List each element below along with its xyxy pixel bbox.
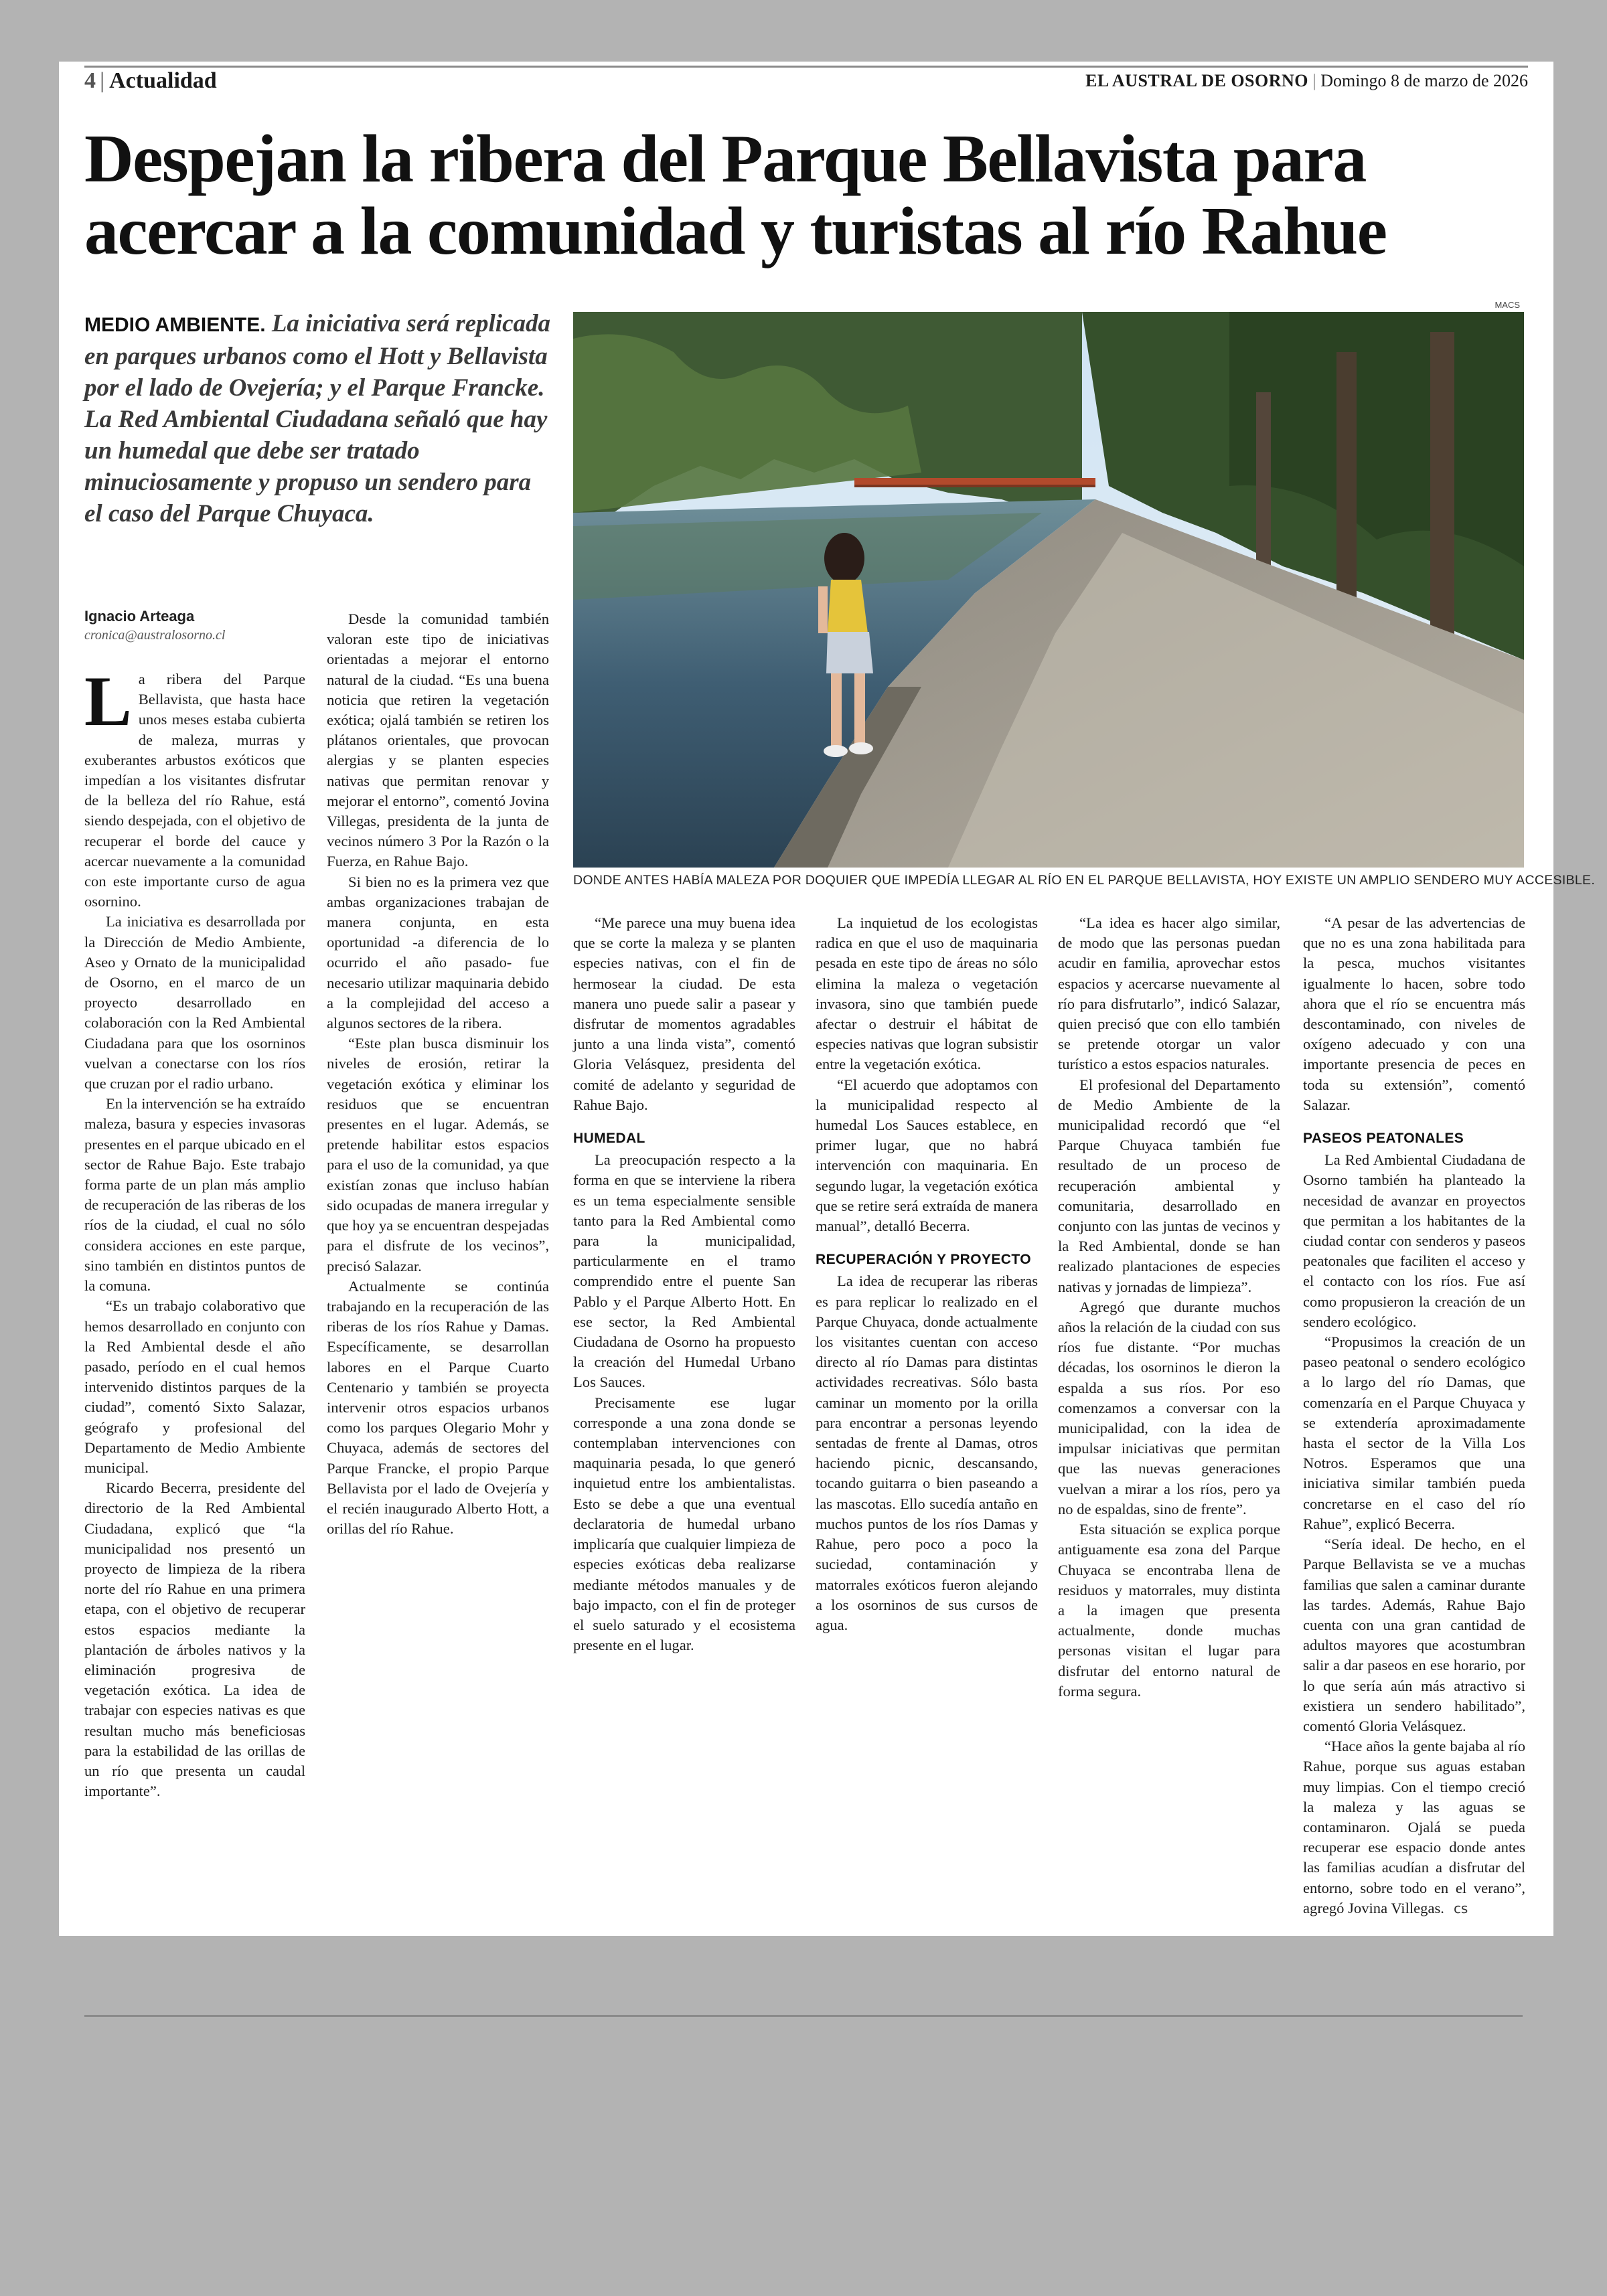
issue-date: Domingo 8 de marzo de 2026 <box>1320 71 1528 90</box>
paragraph: Desde la comunidad también valoran este tipo de iniciativas orientadas a mejorar el entorno natural de la ciudad. “Es una buena noticia que retiren la vegetación exótica; ojalá también se retiren los plátanos orientales, que provocan alergias y se planten especies nativas que permitan renovar y mejorar el entorno”, comentó Jovina Villegas, presidenta de la junta de vecinos número 3 Por la Razón o la Fuerza, en Rahue Bajo. <box>327 610 549 870</box>
river-bank-photo <box>573 312 1524 868</box>
subhead-humedal: HUMEDAL <box>573 1131 645 1147</box>
paragraph: En la intervención se ha extraído maleza, basura y especies invasoras presentes en el parque ubicado en el sector de Rahue Bajo. Este trabajo forma parte de un plan más amplio de recuperación de las riberas de los ríos de la ciudad, el cual no sólo considera acciones en este parque, sino también en distintos puntos de la comuna. <box>84 1095 305 1295</box>
paragraph: La Red Ambiental Ciudadana de Osorno también ha planteado la necesidad de avanzar en proyectos que permitan a los habitantes de la ciudad contar con senderos y paseos peatonales que faciliten el acceso y el contacto con los ríos. Fue así como propusieron la creación de un sendero ecológico. <box>1303 1151 1525 1330</box>
byline <box>84 608 305 643</box>
paper-name: EL AUSTRAL DE OSORNO <box>1085 71 1309 90</box>
section-name: Actualidad <box>109 68 217 93</box>
paragraph-text: a ribera del Parque Bellavista, que hasta hace unos meses estaba cubierta de maleza, murras y exuberantes arbustos exóticos que impedían a los visitantes disfrutar de la belleza del río Rahue, está siendo despejada, con el objetivo de recuperar el borde del cauce y acercar nuevamente a la comunidad con este importante curso de agua osornino. <box>84 671 305 910</box>
paragraph: “Sería ideal. De hecho, en el Parque Bellavista se ve a muchas familias que salen a caminar durante las tardes. Además, Rahue Bajo cuenta con una gran cantidad de adultos mayores que acostumbran salir a dar paseos en ese horario, por lo que sería aún más atractivo si existiera un sendero habilitado”, comentó Gloria Velásquez. <box>1303 1536 1525 1734</box>
paragraph: Agregó que durante muchos años la relación de la ciudad con sus ríos fue distante. “Por muchas décadas, los osorninos le dieron la espalda a sus ríos. Por eso comenzamos a conversar con la municipalidad, con la idea de impulsar iniciativas que permitan que las nuevas generaciones vuelvan a mirar a los ríos, pero ya no de espaldas, sino de frente”. <box>1058 1298 1280 1518</box>
paper-date: EL AUSTRAL DE OSORNO | Domingo 8 de marzo de 2026 <box>1085 71 1528 90</box>
header-rule <box>84 66 1528 68</box>
paragraph <box>1303 1736 1525 1918</box>
paragraph: Precisamente ese lugar corresponde a una zona donde se contemplaban intervenciones con maquinaria pesada, lo que generó inquietud entre los ambientalistas. Esto se debe a que una eventual declaratoria de humedal urbano implicaría que cualquier limpieza de especies exóticas deba realizarse mediante métodos manuales y de bajo impacto, con el fin de proteger el suelo saturado y el ecosistema presente en el lugar. <box>573 1394 795 1654</box>
photo-caption: DONDE ANTES HABÍA MALEZA POR DOQUIER QUE IMPEDÍA LLEGAR AL RÍO EN EL PARQUE BELLAVISTA, HOY EXISTE UN AMPLIO SENDERO MUY ACCESIBLE. <box>573 873 1596 888</box>
headline: Despejan la ribera del Parque Bellavista para acercar a la comunidad y turistas al río Rahue <box>84 121 1387 269</box>
text-column-6 <box>1303 913 1525 1918</box>
paragraph: La preocupación respecto a la forma en que se interviene la ribera es un tema especialmente sensible tanto para la Red Ambiental como para la municipalidad, particularmente en el tramo comprendido entre el puente San Pablo y el Parque Alberto Hott. En ese sector, la Red Ambiental Ciudadana de Osorno ha propuesto la creación del Humedal Urbano Los Sauces. <box>573 1151 795 1391</box>
paragraph: Si bien no es la primera vez que ambas organizaciones trabajan de manera conjunta, en esta oportunidad -a diferencia de lo ocurrido el año pasado- fue necesario utilizar maquinaria debido a la complejidad del acceso a algunos sectores de la ribera. <box>327 873 549 1032</box>
paragraph <box>84 662 305 912</box>
author-name: Ignacio Arteaga <box>84 608 195 625</box>
lead-kicker: MEDIO AMBIENTE. <box>84 314 266 336</box>
paragraph: La idea de recuperar las riberas es para replicar lo realizado en el Parque Chuyaca, donde actualmente los visitantes cuentan con acceso directo al río Damas para distintas actividades recreativas. Sólo basta caminar un momento por la orilla para encontrar a personas leyendo sentadas de frente al Damas, otros haciendo picnic, descansando, tocando guitarra o bien paseando a las mascotas. Ello sucedía antaño en muchos puntos de los ríos Damas y Rahue, pero poco a poco la suciedad, contaminación y matorrales exóticos fueron alejando a los osorninos de sus cursos de agua. <box>816 1273 1038 1633</box>
footer-rule <box>84 2015 1523 2017</box>
running-header <box>84 68 1528 99</box>
paragraph: El profesional del Departamento de Medio Ambiente de la municipalidad recordó que “el Parque Chuyaca también fue resultado de un proceso de recuperación ambiental y comunitaria, desarrollado en conjunto con las juntas de vecinos y la Red Ambiental, donde se han realizado plantaciones de especies nativas y jornadas de limpieza”. <box>1058 1076 1280 1295</box>
text-column-5 <box>1058 913 1280 1702</box>
subhead-recuperacion: RECUPERACIÓN Y PROYECTO <box>816 1252 1031 1268</box>
newspaper-page <box>59 62 1596 1936</box>
paragraph: “El acuerdo que adoptamos con la municipalidad respecto al humedal Los Sauces establece, en primer lugar, que no habrá intervención con maquinaria. En segundo lugar, la vegetación exótica que se retire será extraída de manera manual”, detalló Becerra. <box>816 1076 1038 1235</box>
paragraph-text: “Hace años la gente bajaba al río Rahue, porque sus aguas estaban muy limpias. Con el tiempo creció la maleza y las aguas se contaminaron. Ojalá se pueda recuperar ese espacio donde antes las familias acudían a disfrutar del entorno, sobre todo en el verano”, agregó Jovina Villegas. <box>1303 1738 1525 1916</box>
lead-paragraph <box>84 308 553 529</box>
section-label: 4 | Actualidad <box>84 68 217 93</box>
subhead-paseos: PASEOS PEATONALES <box>1303 1131 1464 1147</box>
drop-cap: L <box>84 662 132 740</box>
text-column-1 <box>84 662 305 1801</box>
article-photo <box>573 312 1524 868</box>
paragraph: “Me parece una muy buena idea que se corte la maleza y se planten especies nativas, con el fin de hermosear la ciudad. De esta manera uno puede salir a pasear y disfrutar de momentos agradables junto a una linda vista”, comentó Gloria Velásquez, presidenta del comité de adelanto y seguridad de Rahue Bajo. <box>573 914 795 1113</box>
paragraph: Actualmente se continúa trabajando en la recuperación de las riberas de los ríos Rahue y Damas. Específicamente, se desarrollan labores en el Parque Cuarto Centenario y también se proyecta intervenir otros espacios urbanos como los parques Olegario Mohr y Chuyaca, además de sectores del Parque Francke, el propio Parque Bellavista por el lado de Ovejería y el recién inaugurado Alberto Hott, a orillas del río Rahue. <box>327 1277 549 1538</box>
author-email: cronica@australosorno.cl <box>84 628 226 643</box>
paragraph: “Propusimos la creación de un paseo peatonal o sendero ecológico a lo largo del río Damas, que comenzaría en el Parque Chuyaca y se extendería aproximadamente hasta el sector de la Villa Los Notros. Esperamos que una iniciativa similar también pueda concretarse en el caso del río Rahue”, explicó Becerra. <box>1303 1333 1525 1532</box>
paragraph: “Es un trabajo colaborativo que hemos desarrollado en conjunto con la Red Ambiental desde el año pasado, período en el cual hemos intervenido distintos parques de la ciudad”, comentó Sixto Salazar, geógrafo y profesional del Departamento de Medio Ambiente municipal. <box>84 1297 305 1476</box>
end-mark: cs <box>1453 1900 1468 1916</box>
text-column-2 <box>327 609 549 1539</box>
paragraph: “Este plan busca disminuir los niveles de erosión, retirar la vegetación exótica y eliminar los residuos que se encuentran presentes en el lugar. Además, se pretende habilitar estos espacios para el uso de la comunidad, ya que existían zonas que incluso habían sido ocupadas de manera irregular y que hoy ya se encuentran despejadas para el disfrute de los vecinos”, precisó Salazar. <box>327 1035 549 1275</box>
text-column-3 <box>573 913 795 1655</box>
paragraph: Esta situación se explica porque antiguamente esa zona del Parque Chuyaca se encontraba llena de residuos y matorrales, muy distinta a la imagen que presenta actualmente, donde muchas personas visitan el lugar para disfrutar del entorno natural de forma segura. <box>1058 1521 1280 1700</box>
photo-credit: MACS <box>1495 300 1520 310</box>
paragraph: “La idea es hacer algo similar, de modo que las personas puedan acudir en familia, aprovechar estos espacios y acercarse nuevamente al río para disfrutarlo”, indicó Salazar, quien precisó que con ello también se pretende otorgar un valor turístico a estos espacios naturales. <box>1058 914 1280 1073</box>
paragraph: La inquietud de los ecologistas radica en que el uso de maquinaria pesada en este tipo de áreas no sólo elimina la maleza o vegetación invasora, sino que también puede afectar o destruir el hábitat de especies nativas que logran subsistir entre la vegetación exótica. <box>816 914 1038 1073</box>
paragraph: La iniciativa es desarrollada por la Dirección de Medio Ambiente, Aseo y Ornato de la municipalidad de Osorno, en el marco de un proyecto desarrollado en colaboración con la Red Ambiental Ciudadana para que los osorninos vuelvan a conectarse con los ríos que cruzan por el radio urbano. <box>84 913 305 1092</box>
text-column-4 <box>816 913 1038 1635</box>
paragraph: Ricardo Becerra, presidente del directorio de la Red Ambiental Ciudadana, explicó que “la municipalidad nos presentó un proyecto de limpieza de la ribera norte del río Rahue en una primera etapa, con el objetivo de recuperar estos espacios mediante la plantación de árboles nativos y la eliminación progresiva de vegetación exótica. La idea de trabajar con especies nativas es que resultan mucho más beneficiosas para la estabilidad de las orillas de un río que presenta un caudal importante”. <box>84 1479 305 1800</box>
page-number: 4 <box>84 68 96 93</box>
lead-text: La iniciativa será replicada en parques urbanos como el Hott y Bellavista por el lado de Ovejería; y el Parque Francke. La Red Ambiental Ciudadana señaló que hay un humedal que debe ser tratado minuciosamente y propuso un sendero para el caso del Parque Chuyaca. <box>84 310 551 527</box>
paragraph: “A pesar de las advertencias de que no es una zona habilitada para la pesca, muchos visitantes igualmente lo hacen, sobre todo ahora que el río se encuentra más descontaminado, con niveles de oxígeno adecuado y con una importante presencia de peces en toda su extensión”, comentó Salazar. <box>1303 914 1525 1113</box>
